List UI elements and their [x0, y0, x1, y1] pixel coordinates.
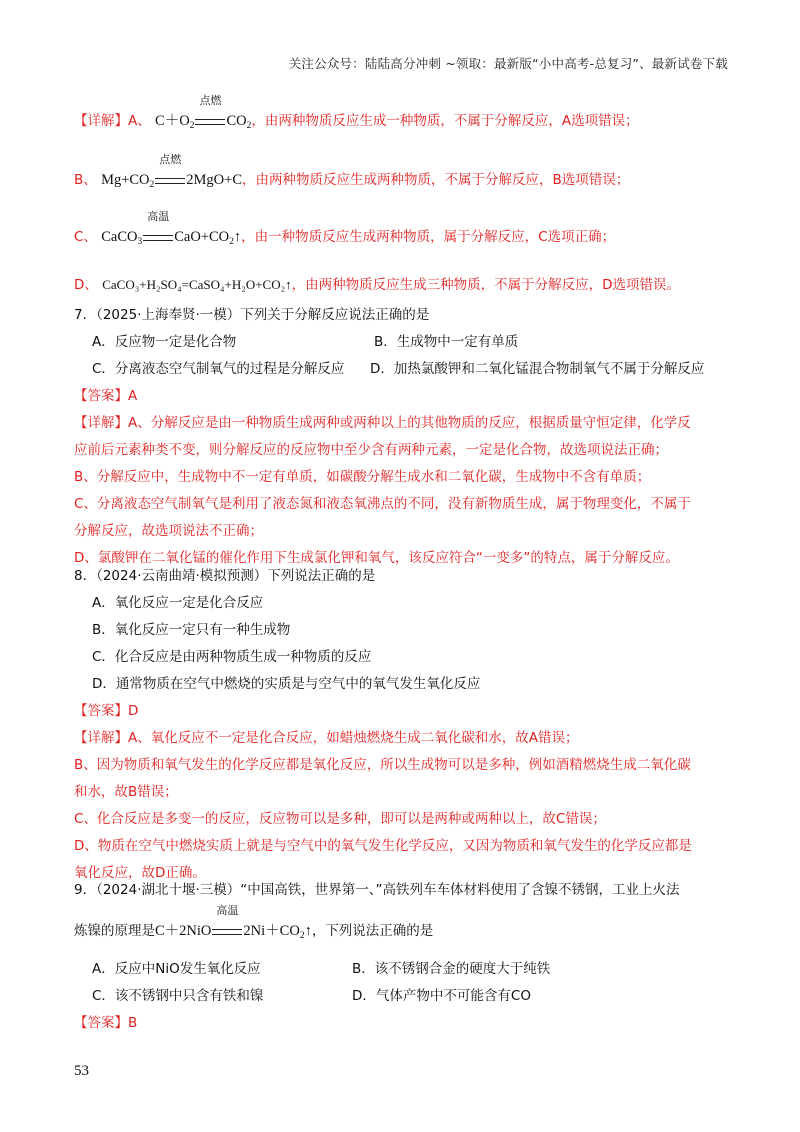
q8-option-b: B．氧化反应一定只有一种生成物	[92, 622, 291, 638]
q9-option-d: D．气体产物中不可能含有CO	[352, 988, 531, 1004]
q8-detail-2: 和水，故B错误；	[74, 784, 178, 800]
q7-detail-0: 【详解】A、分解反应是由一种物质生成两种或两种以上的其他物质的反应，根据质量守恒定律，化学反	[74, 415, 691, 431]
q8-detail-3: C、化合反应是多变一的反应，反应物可以是多种，即可以是两种或两种以上，故C错误；	[74, 811, 606, 827]
q7-option-a: A．反应物一定是化合物	[92, 334, 237, 350]
q8-stem: 8．（2024·云南曲靖·模拟预测）下列说法正确的是	[74, 568, 376, 584]
q7-option-b: B．生成物中一定有单质	[374, 334, 519, 350]
q6-detail-d: D、 CaCO₃+H₂SO₄=CaSO₄+H₂O+CO₂↑，由两种物质反应生成三种物质，不属于分解反应，D选项错误。	[74, 277, 681, 293]
q7-detail-4: 分解反应，故选项说法不正确；	[74, 523, 263, 539]
q9-stem: 9．（2024·湖北十堰·三模）“中国高铁，世界第一、”高铁列车车体材料使用了含镍不锈钢，工业上火法	[74, 882, 680, 898]
q8-option-d: D．通常物质在空气中燃烧的实质是与空气中的氧气发生氧化反应	[92, 676, 481, 692]
condition-mark: 高温	[143, 224, 173, 251]
q8-detail-4: D、物质在空气中燃烧实质上就是与空气中的氧气发生化学反应，又因为物质和氧气发生的化学反应都是	[74, 838, 692, 854]
header-note: 关注公众号：陆陆高分冲刺 ~领取：最新版“小中高考-总复习”、最新试卷下载	[288, 56, 728, 71]
page-number: 53	[74, 1063, 89, 1079]
q7-detail-2: B、分解反应中，生成物中不一定有单质，如碳酸分解生成水和二氧化碳，生成物中不含有单质；	[74, 469, 651, 485]
equation-c: CaCO$_3$ 高温 $CaO+CO_2↑$	[101, 229, 241, 245]
condition-mark: 高温	[212, 918, 242, 945]
q7-option-c: C．分离液态空气制氧气的过程是分解反应	[92, 361, 345, 377]
q7-stem: 7．（2025·上海奉贤·一模）下列关于分解反应说法正确的是	[74, 307, 430, 323]
condition-mark: 点燃	[155, 167, 185, 194]
q8-answer: 【答案】D	[74, 703, 139, 719]
condition-mark: 点燃	[195, 108, 225, 135]
q8-detail-5: 氧化反应，故D正确。	[74, 865, 206, 881]
q9-option-b: B．该不锈钢合金的硬度大于纯铁	[352, 961, 551, 977]
q9-options	[74, 956, 730, 1010]
q6-detail	[74, 94, 730, 299]
q7-detail-5: D、氯酸钾在二氧化锰的催化作用下生成氯化钾和氧气，该反应符合“一变多”的特点，属于分解反应。	[74, 550, 679, 566]
q7-detail-1: 应前后元素种类不变，则分解反应的反应物中至少含有两种元素，一定是化合物，故选项说法正确；	[74, 442, 668, 458]
q9-answer: 【答案】B	[74, 1015, 138, 1031]
q7-options	[74, 329, 730, 383]
q8-option-a: A．氧化反应一定是化合反应	[92, 595, 264, 611]
question-9	[74, 877, 730, 1037]
q7-option-d: D．加热氯酸钾和二氧化锰混合物制氧气不属于分解反应	[370, 361, 705, 377]
q9-option-a: A．反应中NiO发生氧化反应	[92, 961, 261, 977]
q7-detail-3: C、分离液态空气制氧气是利用了液态氮和液态氧沸点的不同，没有新物质生成，属于物理变化，不属于	[74, 496, 691, 512]
q6-detail-b: B、 $Mg+CO_2$ 点燃 2MgO+C，由两种物质反应生成两种物质，不属于分解反应，B选项错误；	[74, 167, 730, 200]
q8-detail-1: B、因为物质和氧气发生的化学反应都是氧化反应，所以生成物可以是多种，例如酒精燃烧生成二氧化碳	[74, 757, 691, 773]
question-7	[74, 302, 730, 572]
q6-detail-a: 【详解】A、 $C+O_2$ 点燃 $CO_2$，由两种物质反应生成一种物质，不属于分解反应，A选项错误；	[74, 108, 730, 141]
question-8	[74, 563, 730, 887]
equation-a: $C+O_2$ 点燃 $CO_2$	[155, 113, 251, 129]
q9-equation: C＋2NiO 高温 $2Ni+CO_2↑$	[155, 923, 312, 939]
q8-detail-0: 【详解】A、氧化反应不一定是化合反应，如蜡烛燃烧生成二氧化碳和水，故A错误；	[74, 730, 579, 746]
q7-answer: 【答案】A	[74, 388, 138, 404]
q6-detail-c: C、 CaCO$_3$ 高温 $CaO+CO_2↑$，由一种物质反应生成两种物质，属于分解反应，C选项正确；	[74, 224, 730, 257]
q9-stem-2: 炼镍的原理是C＋2NiO 高温 $2Ni+CO_2↑$，下列说法正确的是	[74, 918, 730, 952]
equation-b: $Mg+CO_2$ 点燃 2MgO+C	[101, 172, 242, 188]
equation-d: CaCO₃+H₂SO₄=CaSO₄+H₂O+CO₂↑	[102, 277, 292, 292]
q9-option-c: C．该不锈钢中只含有铁和镍	[92, 988, 264, 1004]
q8-option-c: C．化合反应是由两种物质生成一种物质的反应	[92, 649, 372, 665]
